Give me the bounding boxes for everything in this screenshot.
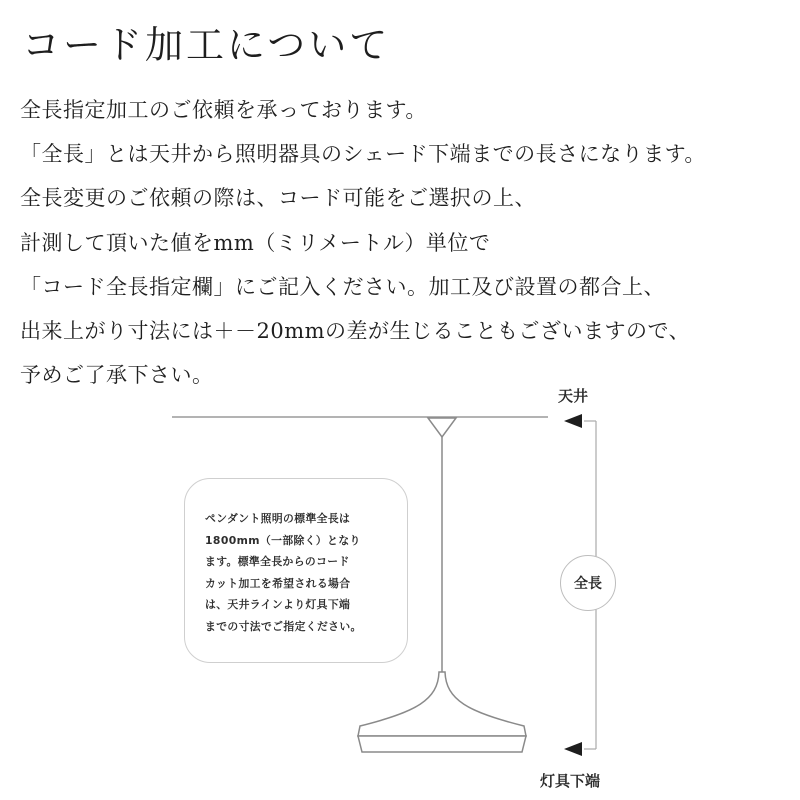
- paragraph-line: 出来上がり寸法には＋－20mmの差が生じることもございますので、: [20, 319, 691, 344]
- note-line: カット加工を希望される場合: [205, 576, 351, 590]
- lamp-shade: [358, 672, 526, 736]
- paragraph-line: 全長変更のご依頼の際は、コード可能をご選択の上、: [20, 186, 536, 211]
- paragraph-line: 計測して頂いた値をmm（ミリメートル）単位で: [20, 230, 491, 255]
- note-line: ます。標準全長からのコード: [205, 555, 350, 568]
- paragraph-line: 「コード全長指定欄」にご記入ください。加工及び設置の都合上、: [20, 274, 665, 299]
- paragraph-line: 「全長」とは天井から照明器具のシェード下端までの長さになります。: [20, 142, 706, 167]
- length-label: 全長: [574, 576, 602, 592]
- note-line: までの寸法でご指定ください。: [205, 619, 362, 633]
- note-line: は、天井ラインより灯具下端: [205, 598, 351, 611]
- arrow-top-icon: [564, 414, 582, 428]
- bottom-label: 灯具下端: [540, 772, 601, 790]
- note-line: 1800mm（一部除く）となり: [205, 533, 361, 547]
- ceiling-canopy: [428, 418, 456, 437]
- paragraph-line: 予めご了承下さい。: [20, 363, 214, 388]
- ceiling-label: 天井: [558, 387, 589, 405]
- page-title: コード加工について: [22, 23, 391, 67]
- paragraph-line: 全長指定加工のご依頼を承っております。: [20, 98, 427, 122]
- lamp-shade-rim: [358, 736, 526, 752]
- note-line: ペンダント照明の標準全長は: [205, 512, 351, 525]
- arrow-bottom-icon: [564, 742, 582, 756]
- note-text: [205, 508, 405, 637]
